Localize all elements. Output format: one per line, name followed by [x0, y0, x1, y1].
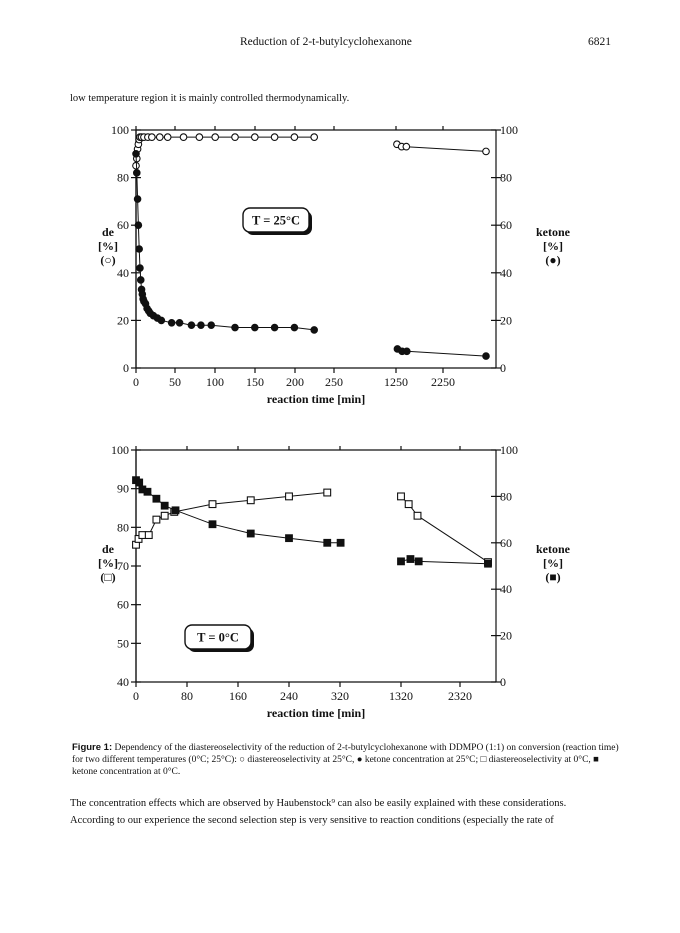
chart-2-series-1-point [153, 516, 160, 523]
chart-2-series-1-line [401, 496, 488, 562]
chart-2-y-tick-label-right: 0 [500, 675, 506, 689]
chart-1-series-1-line [397, 144, 486, 151]
chart-1-series-2-point [135, 222, 142, 229]
chart-2-x-axis-label: reaction time [min] [266, 706, 366, 720]
chart-1-y-axis-label-right: ketone [536, 225, 570, 239]
chart-1-series-1-point [180, 134, 187, 141]
chart-1-x-axis-label: reaction time [min] [266, 392, 366, 406]
chart-1-series-2-point [483, 353, 490, 360]
chart-2-series-1-point [324, 489, 331, 496]
chart-2-y-axis-label-right: (■) [545, 570, 561, 584]
chart-2-x-tick-label: 320 [331, 689, 349, 703]
intro-text: low temperature region it is mainly controlled thermodynamically. [70, 93, 350, 104]
chart-2-series-1-point [405, 501, 412, 508]
page-number: 6821 [588, 36, 611, 48]
figure-caption [72, 742, 620, 778]
chart-1-series-1-point [291, 134, 298, 141]
chart-2-y-axis-label-left: de [102, 542, 114, 556]
caption-label: Figure 1: [72, 742, 113, 753]
chart-2-series-1-point [247, 497, 254, 504]
chart-1-series-1-line [136, 137, 314, 166]
chart-1-x-tick-label: 2250 [431, 375, 455, 389]
chart-1-series-1-point [149, 134, 156, 141]
chart-2-x-tick-label: 240 [280, 689, 298, 703]
chart-2-series-2-point [286, 535, 293, 542]
chart-1-y-tick-label-right: 80 [500, 170, 512, 185]
chart-2-series-1-point [398, 493, 405, 500]
chart-2-y-tick-label-left: 90 [117, 481, 129, 496]
body-paragraph-1: The concentration effects which are observed by Haubenstock⁹ can also be easily explained with these considerations. [70, 798, 567, 809]
chart-1-y-tick-label-left: 0 [123, 361, 129, 375]
chart-1-series-1-point [311, 134, 318, 141]
chart-2-x-tick-label: 80 [181, 689, 193, 703]
chart-1-x-tick-label: 200 [286, 375, 304, 389]
chart-1-y-axis-label-left: (○) [100, 253, 116, 267]
chart-2-y-tick-label-right: 80 [500, 489, 512, 504]
chart-1-series-2-point [136, 246, 143, 253]
chart-2-series-2-line [136, 480, 341, 543]
chart-1-series-2-point [271, 324, 278, 331]
chart-1-series-2-point [133, 170, 140, 177]
chart-1-series-2-point [198, 322, 205, 329]
chart-2-y-tick-label-left: 100 [111, 443, 129, 457]
chart-1-series-2-point [252, 324, 259, 331]
chart-1-y-tick-label-left: 80 [117, 170, 129, 185]
chart-1-y-tick-label-right: 60 [500, 218, 512, 233]
chart-1-y-tick-label-left: 100 [111, 123, 129, 137]
chart-2-y-tick-label-right: 100 [500, 443, 518, 457]
chart-1-series-2-point [208, 322, 215, 329]
chart-1-series-2-line [136, 154, 314, 330]
chart-2-series-2-point [153, 495, 160, 502]
chart-2-y-tick-label-right: 20 [500, 628, 512, 643]
chart-2-series-2-point [485, 560, 492, 567]
chart-1-series-2-point [404, 348, 411, 355]
chart-1-series-2-point [291, 324, 298, 331]
chart-2-series-1-point [286, 493, 293, 500]
chart-1-series-1-point [212, 134, 219, 141]
chart-2-series-1-point [139, 532, 146, 539]
chart-1-y-tick-label-left: 20 [117, 313, 129, 328]
chart-1-y-axis-label-right: (●) [545, 253, 561, 267]
chart-2-y-axis-label-right: ketone [536, 542, 570, 556]
caption-body: Dependency of the diastereoselectivity of the reduction of 2-t-butylcyclohexanone with DDMPO (1:1) on conversion (reaction time) for two different temperatures (0°C; 25°C): ○ diastereoselectivity at 25°C, ● ketone concentration at 25°C; □ diastereoselectivity at 0°C, ■ ketone concentration at 0°C. [72, 743, 619, 777]
chart-1-series-1-point [271, 134, 278, 141]
chart-1-series-2-point [158, 317, 165, 324]
chart-1-y-axis-label-right: [%] [543, 239, 563, 253]
chart-1-y-tick-label-right: 40 [500, 265, 512, 280]
chart-1-x-tick-label: 50 [169, 375, 181, 389]
chart-1-series-2-point [188, 322, 195, 329]
chart-1-y-axis-label-left: [%] [98, 239, 118, 253]
chart-2-x-tick-label: 1320 [389, 689, 413, 703]
chart-1-y-tick-label-left: 60 [117, 218, 129, 233]
chart-1-series-1-point [403, 143, 410, 150]
chart-1-x-tick-label: 150 [246, 375, 264, 389]
chart-1-x-tick-label: 250 [325, 375, 343, 389]
chart-1-y-tick-label-right: 100 [500, 123, 518, 137]
running-head: Reduction of 2-t-butylcyclohexanone [240, 36, 412, 48]
chart-1-x-tick-label: 1250 [384, 375, 408, 389]
chart-2-series-1-point [161, 512, 168, 519]
chart-1-y-axis-label-left: de [102, 225, 114, 239]
chart-2-series-2-point [415, 558, 422, 565]
chart-2-series-2-point [144, 488, 151, 495]
chart-2-series-2-point [247, 530, 254, 537]
chart-1-series-2-point [137, 277, 144, 284]
chart-1-series-2-point [134, 196, 141, 203]
chart-1-series-1-point [156, 134, 163, 141]
chart-2-series-2-point [161, 502, 168, 509]
chart-1-series-2-line [397, 349, 486, 356]
chart-1-series-2-point [137, 265, 144, 272]
chart-2-x-tick-label: 2320 [448, 689, 472, 703]
chart-2-y-tick-label-left: 80 [117, 520, 129, 535]
chart-2-y-axis-label-left: [%] [98, 556, 118, 570]
chart-1-y-tick-label-left: 40 [117, 265, 129, 280]
chart-1-series-1-point [164, 134, 171, 141]
chart-2-series-2-point [209, 521, 216, 528]
chart-1-series-1-point [196, 134, 203, 141]
chart-2-annotation-label: T = 0°C [197, 630, 239, 645]
chart-2-y-tick-label-left: 50 [117, 636, 129, 651]
chart-2-series-1-point [145, 532, 152, 539]
chart-1-series-2-point [133, 151, 140, 158]
chart-1-x-tick-label: 100 [206, 375, 224, 389]
chart-1-series-2-point [168, 319, 175, 326]
chart-1-y-tick-label-right: 0 [500, 361, 506, 375]
chart-1-annotation-label: T = 25°C [251, 213, 301, 228]
chart-2-y-axis-label-left: (□) [100, 570, 116, 584]
chart-1-series-1-point [483, 148, 490, 155]
chart-1-series-2-point [311, 327, 318, 334]
chart-1-series-2-point [232, 324, 239, 331]
chart-2-y-tick-label-left: 40 [117, 675, 129, 689]
chart-1-y-tick-label-right: 20 [500, 313, 512, 328]
chart-1-series-1-point [252, 134, 259, 141]
chart-2-y-axis-label-right: [%] [543, 556, 563, 570]
chart-2-series-2-point [398, 558, 405, 565]
chart-2-y-tick-label-left: 60 [117, 597, 129, 612]
chart-2-x-tick-label: 0 [133, 689, 139, 703]
chart-2-x-tick-label: 160 [229, 689, 247, 703]
chart-2-series-2-point [324, 539, 331, 546]
body-paragraph-2: According to our experience the second selection step is very sensitive to reaction conditions (especially the rate of [70, 815, 554, 826]
chart-2-y-tick-label-right: 60 [500, 535, 512, 550]
chart-1-x-tick-label: 0 [133, 375, 139, 389]
chart-2-y-tick-label-left: 70 [117, 559, 129, 573]
chart-2-series-2-point [172, 507, 179, 514]
chart-1-series-2-point [176, 319, 183, 326]
chart-2-series-2-point [136, 479, 143, 486]
chart-2-series-2-point [407, 556, 414, 563]
chart-2-series-1-point [414, 512, 421, 519]
chart-2-y-tick-label-right: 40 [500, 582, 512, 597]
chart-2-series-2-point [337, 539, 344, 546]
chart-1-series-1-point [232, 134, 239, 141]
chart-2-series-1-point [209, 501, 216, 508]
